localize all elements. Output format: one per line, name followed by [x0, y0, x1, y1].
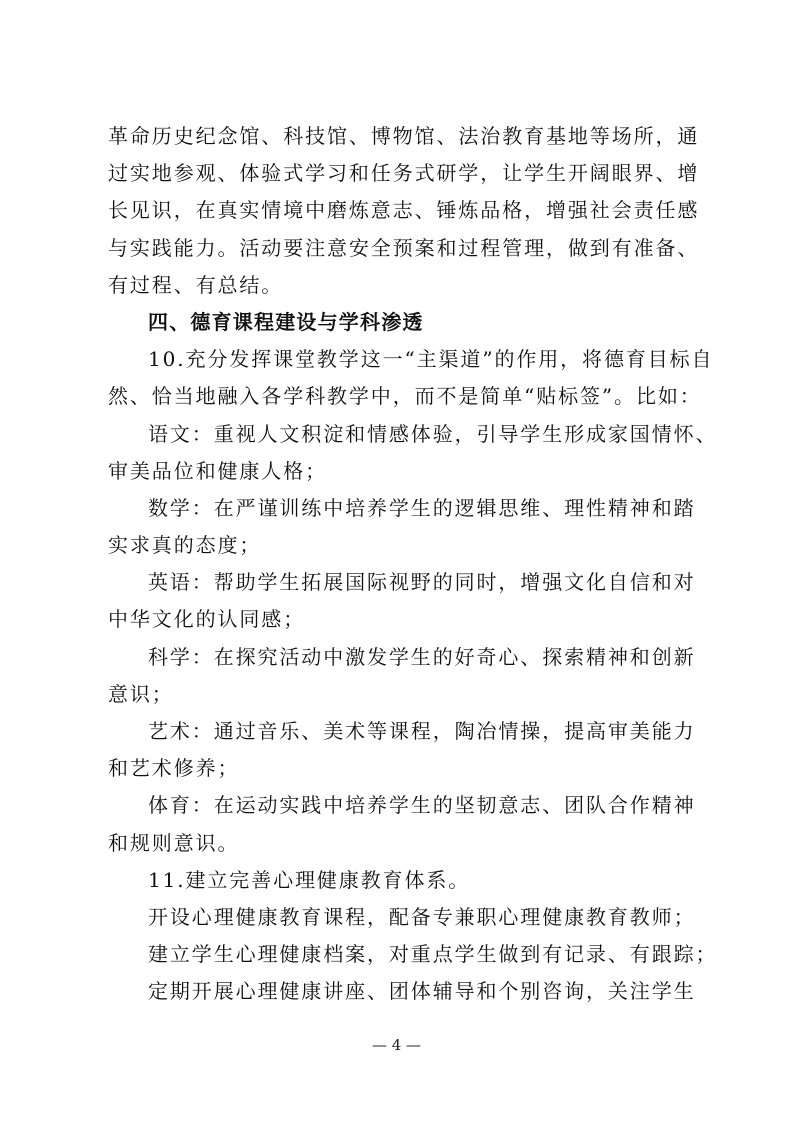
text-line: 和规则意识。: [108, 830, 240, 855]
page-number: — 4 —: [371, 1036, 422, 1054]
text-line: 和艺术修养；: [108, 756, 240, 781]
text-line: 然、恰当地融入各学科教学中，而不是简单“贴标签”。比如：: [108, 384, 702, 409]
text-line: 实求真的态度；: [108, 533, 262, 558]
text-line: 有过程、有总结。: [108, 272, 284, 297]
text-line: 定期开展心理健康讲座、团体辅导和个别咨询，关注学生: [148, 979, 696, 1004]
text-line: 与实践能力。活动要注意安全预案和过程管理，做到有准备、: [108, 235, 700, 260]
text-line: 革命历史纪念馆、科技馆、博物馆、法治教育基地等场所，通: [108, 124, 700, 148]
text-line: 11.建立完善心理健康教育体系。: [148, 867, 471, 892]
section-heading: 四、德育课程建设与学科渗透: [148, 309, 424, 334]
text-line: 过实地参观、体验式学习和任务式研学，让学生开阔眼界、增: [108, 161, 700, 186]
text-line: 10.充分发挥课堂教学这一“主渠道”的作用，将德育目标自: [148, 347, 714, 372]
text-line: 数学：在严谨训练中培养学生的逻辑思维、理性精神和踏: [148, 495, 696, 520]
text-line: 建立学生心理健康档案，对重点学生做到有记录、有跟踪；: [148, 942, 718, 967]
text-line: 科学：在探究活动中激发学生的好奇心、探索精神和创新: [148, 644, 696, 669]
text-line: 英语：帮助学生拓展国际视野的同时，增强文化自信和对: [148, 570, 696, 595]
text-line: 意识；: [108, 681, 174, 706]
text-line: 体育：在运动实践中培养学生的坚韧意志、团队合作精神: [148, 793, 696, 818]
text-line: 语文：重视人文积淀和情感体验，引导学生形成家国情怀、: [148, 421, 718, 446]
text-line: 艺术：通过音乐、美术等课程，陶冶情操，提高审美能力: [148, 719, 696, 743]
text-line: 中华文化的认同感；: [108, 607, 306, 632]
body-text: [108, 118, 718, 1011]
text-line: 开设心理健康教育课程，配备专兼职心理健康教育教师；: [148, 904, 696, 929]
text-line: 审美品位和健康人格；: [108, 458, 327, 483]
text-line: 长见识，在真实情境中磨炼意志、锤炼品格，增强社会责任感: [108, 198, 700, 223]
